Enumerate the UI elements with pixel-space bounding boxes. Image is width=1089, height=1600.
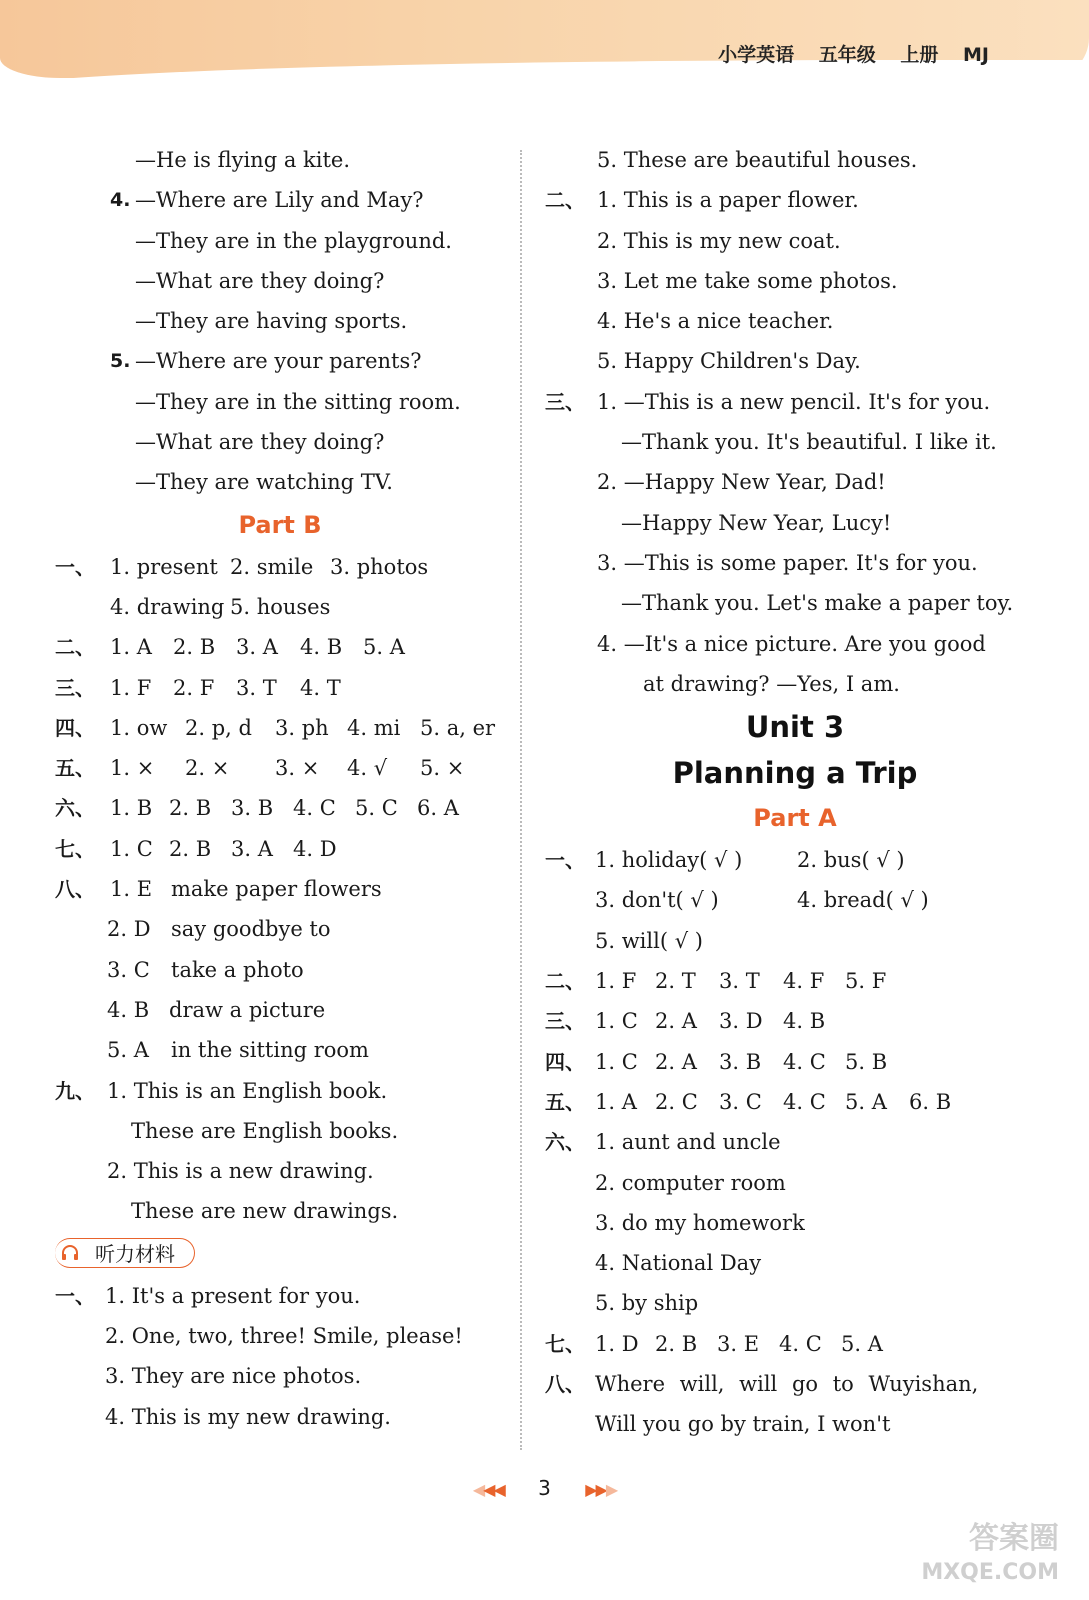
answer: 5. B	[845, 1049, 888, 1074]
part-a-title: Part A	[753, 804, 837, 833]
section-label: 二、	[545, 188, 585, 213]
section-label: 一、	[545, 848, 585, 873]
answer-line: —They are in the playground.	[135, 228, 452, 253]
answer-line: —Where are your parents?	[135, 349, 422, 374]
answer: 1. E	[110, 877, 153, 902]
answer: 4. This is my new drawing.	[105, 1404, 391, 1429]
section-label: 一、	[55, 1283, 95, 1308]
answer: 2. T	[655, 969, 696, 994]
answer: These are new drawings.	[131, 1199, 399, 1224]
answer: 4. T	[300, 675, 341, 700]
answer: 1. holiday( √ )	[595, 848, 743, 873]
answer: 4. mi	[347, 715, 401, 740]
answer: 4. B	[300, 635, 343, 660]
answer: 3. ph	[275, 715, 329, 740]
answer-line: —Where are Lily and May?	[135, 188, 424, 213]
answer: These are English books.	[131, 1118, 399, 1143]
section-label: 一、	[55, 554, 95, 579]
answer: 2. B	[173, 635, 216, 660]
answer: 1. ×	[110, 756, 155, 781]
answer: draw a picture	[169, 997, 326, 1022]
answer: 4. B	[783, 1009, 826, 1034]
answer: 2. D	[107, 917, 151, 942]
answer: 1. It's a present for you.	[105, 1283, 361, 1308]
answer: 1. —This is a new pencil. It's for you.	[597, 389, 991, 414]
answer: 3. A	[236, 635, 278, 660]
answer-line: —He is flying a kite.	[135, 148, 350, 172]
answer: 6. B	[909, 1089, 952, 1114]
answer: 3. ×	[275, 756, 320, 781]
answer: Will you go by train, I won't	[595, 1412, 891, 1437]
answer: 1. C	[595, 1009, 638, 1034]
answer: 2. A	[655, 1049, 697, 1074]
section-label: 五、	[55, 756, 95, 781]
answer: 3. do my homework	[595, 1210, 805, 1235]
answer: 2. B	[169, 836, 212, 861]
answer: 3. T	[719, 969, 760, 994]
section-label: 五、	[545, 1089, 585, 1114]
answer: 3. Let me take some photos.	[597, 268, 898, 293]
answer: 2. F	[173, 675, 215, 700]
header-subject: 小学英语	[718, 44, 795, 66]
section-label: 四、	[545, 1049, 585, 1074]
answer: 4. —It's a nice picture. Are you good	[597, 631, 986, 656]
answer: 5. A	[107, 1038, 149, 1063]
answer-line: —What are they doing?	[135, 430, 385, 455]
answer: 2. This is my new coat.	[597, 228, 841, 253]
answer: 3. C	[719, 1089, 762, 1114]
header-info	[700, 40, 989, 67]
answer: 5. a, er	[420, 715, 496, 740]
header-edition: MJ	[963, 44, 989, 66]
answer: at drawing? —Yes, I am.	[643, 671, 900, 696]
listening-label: 听力材料	[55, 1238, 195, 1268]
next-arrows-icon: ▶▶▶	[585, 1480, 617, 1499]
answer: 5. by ship	[595, 1291, 699, 1316]
answer: 3. A	[231, 836, 273, 861]
answer: 5. A	[363, 635, 405, 660]
answer: 3. C	[107, 957, 150, 982]
watermark-url: MXQE.COM	[921, 1560, 1059, 1585]
answer: 5. ×	[420, 756, 465, 781]
section-label: 三、	[545, 1009, 585, 1034]
answer: Where will, will go to Wuyishan,	[595, 1372, 979, 1397]
answer: 3. E	[717, 1331, 760, 1356]
answer: 3. —This is some paper. It's for you.	[597, 550, 978, 575]
answer: 4. B	[107, 997, 150, 1022]
answer: 5. will( √ )	[595, 928, 703, 953]
answer: 5. F	[845, 969, 887, 994]
answer: 5. C	[355, 796, 398, 821]
header-volume: 上册	[900, 44, 939, 66]
answer: 2. smile	[230, 554, 314, 579]
column-divider	[520, 150, 522, 1450]
answer: 2. computer room	[595, 1170, 786, 1195]
header-grade: 五年级	[818, 44, 876, 66]
page-number: 3	[538, 1476, 551, 1500]
watermark	[921, 1522, 1059, 1590]
answer: 4. F	[783, 969, 825, 994]
section-label: 六、	[545, 1130, 585, 1155]
part-b-title: Part B	[238, 510, 322, 539]
unit-number: Unit 3	[745, 710, 845, 745]
section-label: 三、	[545, 389, 585, 414]
unit-title: Planning a Trip	[672, 756, 918, 791]
answer-line: —They are having sports.	[135, 309, 408, 334]
answer: 1. F	[595, 969, 637, 994]
answer: 4. C	[783, 1049, 826, 1074]
answer: 5. Happy Children's Day.	[597, 349, 861, 374]
answer: 1. C	[110, 836, 153, 861]
answer: 3. don't( √ )	[595, 888, 719, 913]
section-label: 四、	[55, 715, 95, 740]
answer: 4. He's a nice teacher.	[597, 309, 834, 334]
answer: 4. C	[779, 1331, 822, 1356]
answer: make paper flowers	[171, 877, 382, 902]
answer: 4. D	[293, 836, 337, 861]
answer: 2. C	[655, 1089, 698, 1114]
answer: 2. One, two, three! Smile, please!	[105, 1324, 463, 1349]
answer: —Thank you. Let's make a paper toy.	[621, 591, 1014, 616]
section-label: 六、	[55, 796, 95, 821]
item-number: 5.	[110, 350, 131, 373]
answer: take a photo	[171, 957, 304, 982]
listening-header	[55, 1232, 505, 1276]
prev-arrows-icon: ◀◀◀	[472, 1480, 504, 1499]
section-label: 二、	[55, 635, 95, 660]
answer: 3. D	[719, 1009, 763, 1034]
answer: 2. bus( √ )	[797, 848, 905, 873]
answer: 2. A	[655, 1009, 697, 1034]
answer: 1. B	[110, 796, 153, 821]
answer: 2. B	[655, 1331, 698, 1356]
section-label: 三、	[55, 675, 95, 700]
section-label: 八、	[545, 1372, 585, 1397]
answer: 4. bread( √ )	[797, 888, 929, 913]
item-number: 4.	[110, 189, 131, 212]
answer-line: —They are watching TV.	[135, 470, 393, 495]
answer: 2. —Happy New Year, Dad!	[597, 470, 886, 495]
answer-line: —What are they doing?	[135, 268, 385, 293]
answer-line: —They are in the sitting room.	[135, 389, 461, 414]
section-label: 七、	[545, 1331, 585, 1356]
answer: 3. T	[236, 675, 277, 700]
answer: —Thank you. It's beautiful. I like it.	[621, 430, 997, 455]
answer: 3. B	[719, 1049, 762, 1074]
answer: say goodbye to	[171, 917, 331, 942]
answer: in the sitting room	[171, 1038, 369, 1063]
answer: 5. A	[845, 1089, 887, 1114]
answer: 3. photos	[330, 554, 429, 579]
page-footer	[0, 1476, 1089, 1500]
answer: 1. A	[595, 1089, 637, 1114]
answer: 2. B	[169, 796, 212, 821]
answer: 3. They are nice photos.	[105, 1364, 362, 1389]
right-column	[545, 140, 1045, 1445]
section-label: 二、	[545, 969, 585, 994]
answer: 1. This is an English book.	[107, 1078, 388, 1103]
answer: 1. C	[595, 1049, 638, 1074]
section-label: 九、	[55, 1078, 95, 1103]
answer: 1. D	[595, 1331, 639, 1356]
watermark-logo: 答案圈	[969, 1521, 1059, 1556]
left-column	[55, 140, 505, 1437]
answer: 1. ow	[110, 715, 168, 740]
answer: 4. C	[783, 1089, 826, 1114]
answer: 1. aunt and uncle	[595, 1130, 781, 1155]
answer: 2. ×	[185, 756, 230, 781]
answer: 4. C	[293, 796, 336, 821]
answer: 3. B	[231, 796, 274, 821]
answer: 2. This is a new drawing.	[107, 1159, 374, 1184]
answer: 5. houses	[230, 594, 331, 619]
answer: 4. √	[347, 756, 388, 781]
answer: 1. present	[110, 554, 218, 579]
answer: 1. This is a paper flower.	[597, 188, 859, 213]
answer: 4. National Day	[595, 1251, 762, 1276]
answer: 6. A	[417, 796, 459, 821]
answer: —Happy New Year, Lucy!	[621, 510, 892, 535]
answer: 2. p, d	[185, 715, 252, 740]
answer: 5. A	[841, 1331, 883, 1356]
answer: 5. These are beautiful houses.	[597, 148, 918, 172]
section-label: 七、	[55, 836, 95, 861]
section-label: 八、	[55, 877, 95, 902]
answer: 1. A	[110, 635, 152, 660]
answer: 4. drawing	[110, 594, 225, 619]
answer: 1. F	[110, 675, 152, 700]
